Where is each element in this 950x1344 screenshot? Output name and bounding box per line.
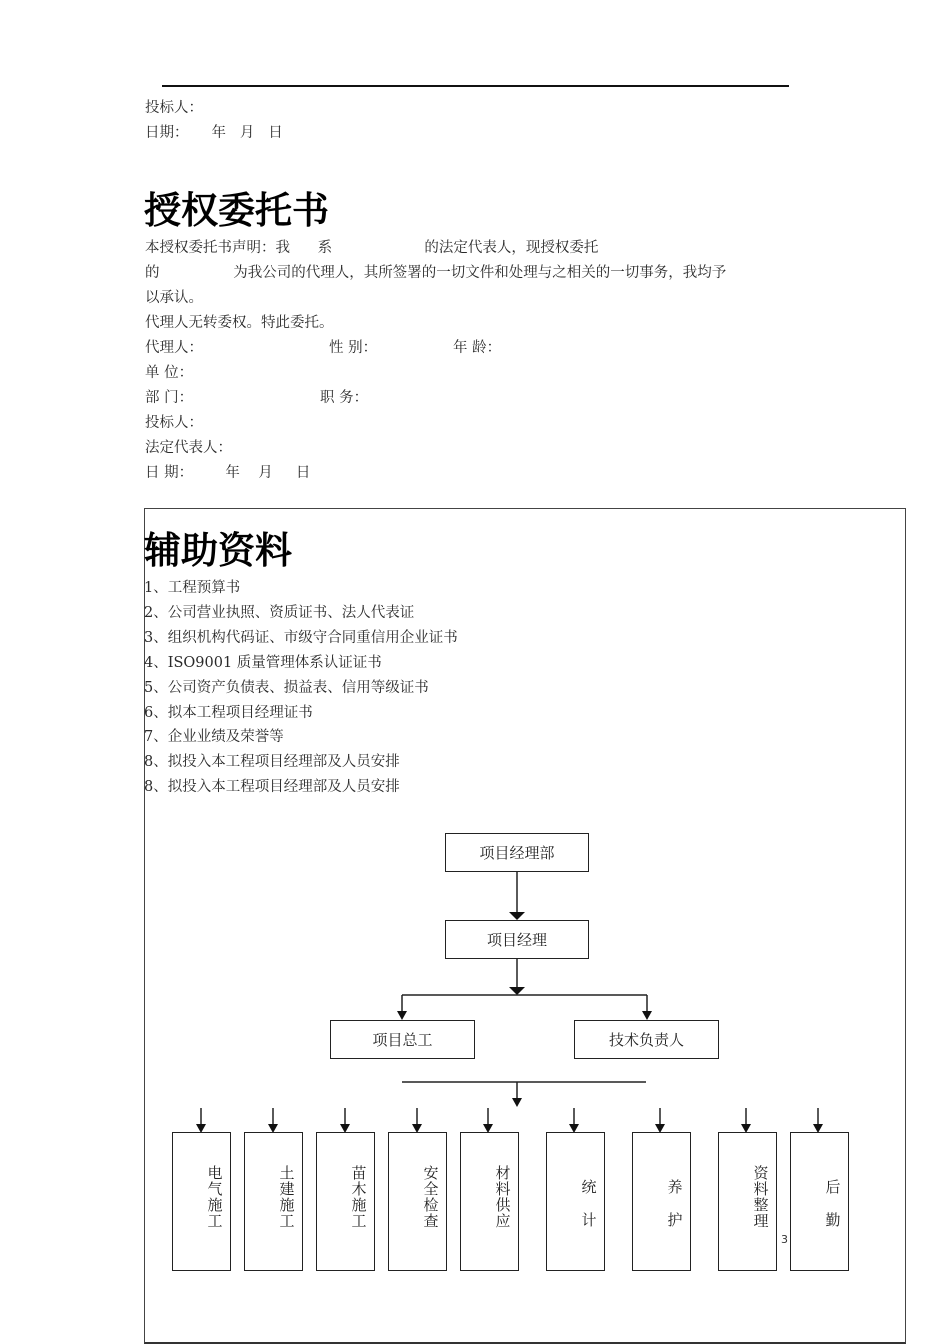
org-node-label: 土建施工 — [279, 1164, 295, 1230]
org-node-label: 安全检查 — [423, 1164, 439, 1230]
org-node-electrical — [172, 1132, 231, 1271]
org-node-civil — [244, 1132, 303, 1271]
org-node-project-manager: 项目经理 — [445, 920, 589, 959]
org-node-documents — [718, 1132, 777, 1271]
date-line: 日期： 年 月 日 — [145, 125, 283, 141]
auth-paragraph-line: 的 为我公司的代理人，其所签署的一切文件和处理与之相关的一切事务，我均予 — [145, 265, 727, 281]
org-node-safety — [388, 1132, 447, 1271]
appendix-item: 8、拟投入本工程项目经理部及人员安排 — [144, 754, 400, 770]
bidder-label: 投标人： — [145, 100, 203, 116]
org-node-maintenance — [632, 1132, 691, 1271]
bidder-field-label: 投标人： — [145, 415, 203, 431]
org-node-statistics — [546, 1132, 605, 1271]
org-node-label: 材料供应 — [495, 1164, 511, 1230]
appendix-item: 2、公司营业执照、资质证书、法人代表证 — [144, 605, 415, 621]
appendix-item: 8、拟投入本工程项目经理部及人员安排 — [144, 779, 400, 795]
appendix-item: 4、ISO9001 质量管理体系认证证书 — [144, 655, 382, 671]
appendix-item: 5、公司资产负债表、损益表、信用等级证书 — [144, 680, 429, 696]
department-field-label: 部 门： — [145, 390, 194, 406]
gender-field-label: 性 别： — [329, 340, 378, 356]
age-field-label: 年 龄： — [453, 340, 502, 356]
org-node-chief-engineer: 项目总工 — [330, 1020, 475, 1059]
authorization-title: 授权委托书 — [144, 189, 329, 232]
appendix-item: 1、工程预算书 — [144, 580, 241, 596]
org-node-technical-lead: 技术负责人 — [574, 1020, 719, 1059]
org-node-label: 苗木施工 — [351, 1164, 367, 1230]
org-node-project-dept: 项目经理部 — [445, 833, 589, 872]
org-node-label: 养护 — [667, 1178, 683, 1229]
appendix-item: 7、企业业绩及荣誉等 — [144, 729, 284, 745]
auth-paragraph-line: 代理人无转委权。特此委托。 — [145, 315, 334, 331]
page-number: 3 — [781, 1233, 788, 1246]
org-node-label: 电气施工 — [207, 1164, 223, 1230]
org-node-label: 资料整理 — [753, 1164, 769, 1230]
appendix-item: 3、组织机构代码证、市级守合同重信用企业证书 — [144, 630, 458, 646]
org-node-label: 统计 — [581, 1178, 597, 1229]
agent-field-label: 代理人： — [145, 340, 203, 356]
unit-field-label: 单 位： — [145, 365, 194, 381]
auth-paragraph-line: 以承认。 — [145, 290, 203, 306]
org-node-logistics — [790, 1132, 849, 1271]
date-field-label: 日 期： 年 月 日 — [145, 465, 311, 481]
appendix-item: 6、拟本工程项目经理证书 — [144, 705, 313, 721]
auth-paragraph-line: 本授权委托书声明：我 系 的法定代表人，现授权委托 — [145, 240, 599, 256]
org-node-materials — [460, 1132, 519, 1271]
org-node-landscaping — [316, 1132, 375, 1271]
org-node-label: 后勤 — [825, 1178, 841, 1229]
appendix-title: 辅助资料 — [144, 529, 292, 572]
position-field-label: 职 务： — [320, 390, 369, 406]
legal-rep-field-label: 法定代表人： — [145, 440, 232, 456]
